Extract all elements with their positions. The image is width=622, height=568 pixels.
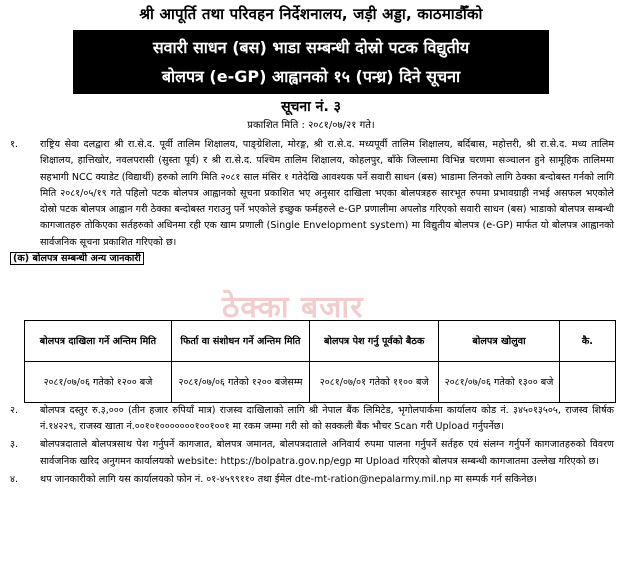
banner-line-1: सवारी साधन (बस) भाडा सम्बन्धी दोस्रो पटक विद्युतीय bbox=[152, 38, 470, 57]
column-header: बोलपत्र पेश गर्नु पूर्वको बैठक bbox=[310, 321, 439, 362]
organization-heading: श्री आपूर्ति तथा परिवहन निर्देशनालय, जड़ी अड्डा, काठमाडौँको bbox=[139, 5, 483, 23]
column-header: बोलपत्र खोलुवा bbox=[439, 321, 559, 362]
column-header: कै. bbox=[559, 321, 615, 362]
item-text: बोलपत्र दस्तुर रु.३,००० (तीन हजार रुपियाँ मात्र) राजस्व दाखिलाको लागि श्री नेपाल बैंक लिमिटेड, भृगोलपार्कमा कार्यालय कोड नं. ३४५०१३५०५, राजस्व शिर्षक नं.१४२२९, राजस्व खाता नं.००१०१०००००००१००१००१ मा रकम जम्मा गरी सो को सक्कली बैंक भौचर Scan गरी Upload गर्नुपर्नेछ। bbox=[40, 405, 614, 433]
table-cell: २०८१/०७/०६ गतेको १२०० बजे bbox=[25, 362, 172, 403]
table-cell: २०८१/०७/०६ गतेको १३०० बजे bbox=[439, 362, 559, 403]
item-number: १. bbox=[10, 139, 19, 150]
item-number: २. bbox=[10, 405, 19, 416]
item-number: ३. bbox=[10, 439, 19, 451]
schedule-table bbox=[24, 320, 616, 403]
notice-item-4 bbox=[10, 472, 614, 488]
banner-line-2: बोलपत्र (e-GP) आह्वानको १५ (पन्ध्र) दिने सूचना bbox=[161, 67, 461, 86]
item-number: ४. bbox=[10, 473, 19, 485]
item-text: थप जानकारीको लागि यस कार्यालयको फोन नं. ०१-४५९९११० तथा ईमेल dte-mt-ration@nepalarmy.mil.np मा सम्पर्क गर्न सकिनेछ। bbox=[40, 473, 537, 485]
column-header: फिर्ता वा संशोधन गर्ने अन्तिम मिति bbox=[171, 321, 309, 362]
schedule-heading-text: (क) बोलपत्र सम्बन्धी अन्य जानकारी bbox=[10, 252, 144, 265]
column-header: बोलपत्र दाखिला गर्ने अन्तिम मिति bbox=[25, 321, 172, 362]
table-header-row bbox=[25, 321, 616, 362]
item-text: राष्ट्रिय सेवा दलद्वारा श्री रा.से.द. पूर्वी तालिम शिक्षालय, पाङ्ग्रेशिला, मोरङ्ग, श्री रा.से.द. मध्यपूर्वी तालिम शिक्षालय, बर्दिबास, महोत्तरी, श्री रा.से.द. मध्य तालिम शिक्षालय, हात्तिखोर, नवलपरासी (सुस्ता पूर्व) र श्री रा.से.द. पश्चिम तालिम शिक्षालय, कोहलपुर, बाँके जिल्लामा विभिन्न चरणमा सञ्चालन हुने सामूहिक तालिममा सहभागी NCC क्याडेट (विद्यार्थी) हरुको लागि मिति २०८१ साल मंसिर १ गतेदेखि आवश्यक पर्ने सवारी साधन (बस) भाडामा लिनको लागि ठेक्का बन्दोबस्त गर्नको लागि मिति २०८१/०५/१९ गते पहिलो पटक बोलपत्र आह्वानको सूचना प्रकाशित भए अनुसार दाखिला भएका बोलपत्रहरु सारभूत रुपमा प्रभावग्राही नभई असफल भएकोले दोस्रो पटक बोलपत्र आह्वान गरी ठेक्का बन्दोबस्त गराउनु पर्ने भएकोले इच्छुक फर्महरुले e-GP प्रणालीमा अपलोड गरिएको सवारी साधन (बस) भाडाको बोलपत्र सम्बन्धी कागजातहरु तोकिएका सर्तहरुको अधिनमा रही एक खाम प्रणाली (Single Envelopment system) मा विद्युतीय बोलपत्र (e-GP) मार्फत यो बोलपत्र आह्वानको सार्वजनिक सूचना प्रकाशित गरिएको छ। bbox=[40, 139, 614, 248]
notice-item-2 bbox=[10, 403, 614, 435]
table-row bbox=[25, 362, 616, 403]
notice-body bbox=[10, 137, 614, 267]
notice-item-1 bbox=[10, 137, 614, 251]
notice-number: सूचना नं. ३ bbox=[281, 99, 341, 115]
schedule-heading bbox=[10, 251, 614, 267]
watermark-logo: ठेक्का बजार bbox=[222, 290, 364, 325]
notice-lower-items bbox=[10, 403, 614, 490]
notice-banner bbox=[73, 30, 549, 94]
table-cell: २०८१/०७/०६ गतेको १२०० बजेसम्म bbox=[171, 362, 309, 403]
table-cell: २०८१/०७/०१ गतेको ११०० बजे bbox=[310, 362, 439, 403]
publish-date: प्रकाशित मिति : २०८१/०७/२१ गते। bbox=[247, 120, 375, 131]
table-cell bbox=[559, 362, 615, 403]
item-text: बोलपत्रदाताले बोलपत्रसाथ पेश गर्नुपर्ने कागजात, बोलपत्र जमानत, बोलपत्रदाताले अनिवार्य रुपमा पालना गर्नुपर्ने सर्तहरु एवं संलग्न गर्नुपर्ने कागजातहरुको विवरण सार्वजनिक खरिद अनुगमन कार्यालयको website: https://bolpatra.gov.np/egp मा Upload गरिएको बोलपत्र सम्बन्धी कागजातमा उल्लेख गरिएको छ। bbox=[40, 439, 614, 467]
notice-item-3 bbox=[10, 437, 614, 469]
